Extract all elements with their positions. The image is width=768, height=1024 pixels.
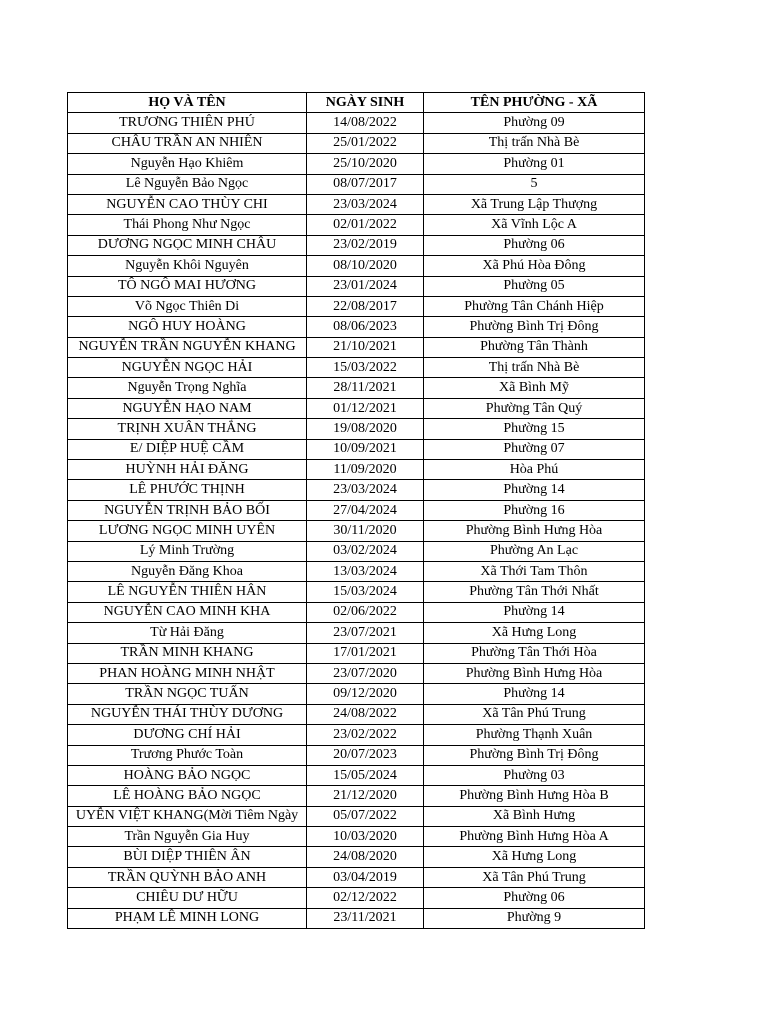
cell-birthdate: 14/08/2022	[307, 113, 424, 133]
cell-ward: Phường 06	[424, 235, 645, 255]
table-row	[68, 194, 645, 214]
cell-name: TRẦN NGỌC TUẤN	[68, 684, 307, 704]
cell-ward: 5	[424, 174, 645, 194]
cell-ward: Phường 14	[424, 684, 645, 704]
cell-name: Lý Minh Trường	[68, 541, 307, 561]
cell-name: TÔ NGÔ MAI HƯƠNG	[68, 276, 307, 296]
cell-name: TRỊNH XUÂN THẮNG	[68, 419, 307, 439]
table-row	[68, 154, 645, 174]
table-row	[68, 602, 645, 622]
cell-name: Từ Hải Đăng	[68, 623, 307, 643]
cell-name: NGUYỄN CAO MINH KHA	[68, 602, 307, 622]
cell-birthdate: 23/11/2021	[307, 908, 424, 928]
cell-name: DƯƠNG CHÍ HẢI	[68, 725, 307, 745]
table-row	[68, 827, 645, 847]
table-row	[68, 133, 645, 153]
table-row	[68, 358, 645, 378]
cell-ward: Xã Hưng Long	[424, 847, 645, 867]
cell-birthdate: 02/01/2022	[307, 215, 424, 235]
cell-ward: Xã Phú Hòa Đông	[424, 256, 645, 276]
cell-name: Võ Ngọc Thiên Di	[68, 296, 307, 316]
table-row	[68, 174, 645, 194]
cell-birthdate: 08/10/2020	[307, 256, 424, 276]
cell-birthdate: 23/01/2024	[307, 276, 424, 296]
header-name: HỌ VÀ TÊN	[68, 93, 307, 113]
cell-name: NGUYỄN HẠO NAM	[68, 398, 307, 418]
cell-name: Nguyễn Trọng Nghĩa	[68, 378, 307, 398]
cell-birthdate: 23/07/2021	[307, 623, 424, 643]
cell-birthdate: 27/04/2024	[307, 500, 424, 520]
table-row	[68, 296, 645, 316]
cell-ward: Phường Tân Quý	[424, 398, 645, 418]
cell-ward: Thị trấn Nhà Bè	[424, 358, 645, 378]
cell-ward: Hòa Phú	[424, 460, 645, 480]
table-row	[68, 704, 645, 724]
table-row	[68, 786, 645, 806]
cell-name: LÊ PHƯỚC THỊNH	[68, 480, 307, 500]
table-row	[68, 480, 645, 500]
cell-birthdate: 24/08/2022	[307, 704, 424, 724]
cell-ward: Xã Trung Lập Thượng	[424, 194, 645, 214]
table-row	[68, 745, 645, 765]
cell-name: TRẦN QUỲNH BẢO ANH	[68, 867, 307, 887]
cell-birthdate: 08/06/2023	[307, 317, 424, 337]
cell-birthdate: 03/04/2019	[307, 867, 424, 887]
table-row	[68, 276, 645, 296]
table-row	[68, 867, 645, 887]
cell-name: BÙI DIỆP THIÊN ÂN	[68, 847, 307, 867]
cell-birthdate: 25/01/2022	[307, 133, 424, 153]
cell-name: NGUYỄN TRẦN NGUYỄN KHANG	[68, 337, 307, 357]
cell-ward: Xã Tân Phú Trung	[424, 867, 645, 887]
cell-birthdate: 28/11/2021	[307, 378, 424, 398]
cell-birthdate: 24/08/2020	[307, 847, 424, 867]
table-row	[68, 684, 645, 704]
cell-ward: Phường 9	[424, 908, 645, 928]
table-row	[68, 582, 645, 602]
cell-ward: Phường 07	[424, 439, 645, 459]
table-row	[68, 398, 645, 418]
table-row	[68, 888, 645, 908]
table-row	[68, 663, 645, 683]
cell-birthdate: 23/03/2024	[307, 194, 424, 214]
cell-birthdate: 09/12/2020	[307, 684, 424, 704]
cell-name: Nguyễn Khôi Nguyên	[68, 256, 307, 276]
cell-ward: Phường Bình Trị Đông	[424, 317, 645, 337]
table-row	[68, 460, 645, 480]
cell-name: HUỲNH HẢI ĐĂNG	[68, 460, 307, 480]
table-row	[68, 521, 645, 541]
table-row	[68, 113, 645, 133]
cell-birthdate: 03/02/2024	[307, 541, 424, 561]
table-row	[68, 908, 645, 928]
cell-name: Thái Phong Như Ngọc	[68, 215, 307, 235]
cell-name: PHAN HOÀNG MINH NHẬT	[68, 663, 307, 683]
cell-name: Lê Nguyễn Bảo Ngọc	[68, 174, 307, 194]
cell-ward: Xã Vĩnh Lộc A	[424, 215, 645, 235]
table-row	[68, 623, 645, 643]
cell-birthdate: 15/03/2022	[307, 358, 424, 378]
cell-birthdate: 30/11/2020	[307, 521, 424, 541]
table-row	[68, 806, 645, 826]
cell-ward: Xã Bình Hưng	[424, 806, 645, 826]
cell-ward: Phường Tân Thành	[424, 337, 645, 357]
table-row	[68, 337, 645, 357]
table-row	[68, 439, 645, 459]
cell-birthdate: 23/02/2019	[307, 235, 424, 255]
table-row	[68, 725, 645, 745]
cell-name: E/ DIỆP HUỆ CẦM	[68, 439, 307, 459]
cell-name: NGUYỄN THÁI THÙY DƯƠNG	[68, 704, 307, 724]
cell-ward: Phường An Lạc	[424, 541, 645, 561]
table-row	[68, 317, 645, 337]
table-row	[68, 500, 645, 520]
cell-ward: Phường Bình Hưng Hòa	[424, 663, 645, 683]
table-row	[68, 378, 645, 398]
cell-name: NGUYỄN CAO THÙY CHI	[68, 194, 307, 214]
cell-ward: Xã Bình Mỹ	[424, 378, 645, 398]
cell-birthdate: 19/08/2020	[307, 419, 424, 439]
cell-name: Trần Nguyễn Gia Huy	[68, 827, 307, 847]
cell-name: CHIÊU DƯ HỮU	[68, 888, 307, 908]
data-table	[67, 92, 645, 929]
cell-ward: Xã Thới Tam Thôn	[424, 561, 645, 581]
cell-birthdate: 02/12/2022	[307, 888, 424, 908]
cell-name: CHÂU TRẦN AN NHIÊN	[68, 133, 307, 153]
cell-name: UYỄN VIỆT KHANG(Mời Tiêm Ngày	[68, 806, 307, 826]
cell-name: Nguyễn Hạo Khiêm	[68, 154, 307, 174]
cell-name: TRẦN MINH KHANG	[68, 643, 307, 663]
cell-birthdate: 15/03/2024	[307, 582, 424, 602]
cell-name: NGUYỄN NGỌC HẢI	[68, 358, 307, 378]
cell-name: LƯƠNG NGỌC MINH UYÊN	[68, 521, 307, 541]
header-ward: TÊN PHƯỜNG - XÃ	[424, 93, 645, 113]
cell-ward: Phường 09	[424, 113, 645, 133]
table-row	[68, 765, 645, 785]
cell-ward: Phường Tân Chánh Hiệp	[424, 296, 645, 316]
cell-name: Nguyễn Đăng Khoa	[68, 561, 307, 581]
cell-birthdate: 22/08/2017	[307, 296, 424, 316]
cell-ward: Phường 06	[424, 888, 645, 908]
cell-birthdate: 23/07/2020	[307, 663, 424, 683]
cell-birthdate: 21/12/2020	[307, 786, 424, 806]
table-row	[68, 541, 645, 561]
cell-birthdate: 25/10/2020	[307, 154, 424, 174]
cell-ward: Thị trấn Nhà Bè	[424, 133, 645, 153]
cell-birthdate: 17/01/2021	[307, 643, 424, 663]
cell-ward: Phường 05	[424, 276, 645, 296]
cell-name: LÊ HOÀNG BẢO NGỌC	[68, 786, 307, 806]
cell-ward: Phường 16	[424, 500, 645, 520]
table-row	[68, 215, 645, 235]
cell-ward: Phường Tân Thới Nhất	[424, 582, 645, 602]
cell-name: TRƯƠNG THIÊN PHÚ	[68, 113, 307, 133]
cell-birthdate: 20/07/2023	[307, 745, 424, 765]
cell-ward: Phường 15	[424, 419, 645, 439]
cell-name: HOÀNG BẢO NGỌC	[68, 765, 307, 785]
cell-birthdate: 23/03/2024	[307, 480, 424, 500]
cell-ward: Phường Tân Thới Hòa	[424, 643, 645, 663]
table-row	[68, 419, 645, 439]
cell-birthdate: 01/12/2021	[307, 398, 424, 418]
cell-name: Trương Phước Toàn	[68, 745, 307, 765]
cell-birthdate: 10/09/2021	[307, 439, 424, 459]
cell-ward: Phường Bình Hưng Hòa B	[424, 786, 645, 806]
cell-birthdate: 10/03/2020	[307, 827, 424, 847]
cell-ward: Xã Hưng Long	[424, 623, 645, 643]
cell-ward: Phường Bình Hưng Hòa A	[424, 827, 645, 847]
table-row	[68, 256, 645, 276]
cell-ward: Phường 03	[424, 765, 645, 785]
cell-ward: Phường 14	[424, 602, 645, 622]
cell-name: PHẠM LÊ MINH LONG	[68, 908, 307, 928]
header-birthdate: NGÀY SINH	[307, 93, 424, 113]
cell-birthdate: 13/03/2024	[307, 561, 424, 581]
cell-ward: Phường Bình Hưng Hòa	[424, 521, 645, 541]
cell-name: NGÔ HUY HOÀNG	[68, 317, 307, 337]
cell-name: DƯƠNG NGỌC MINH CHÂU	[68, 235, 307, 255]
cell-ward: Phường Bình Trị Đông	[424, 745, 645, 765]
cell-name: NGUYỄN TRỊNH BẢO BỐI	[68, 500, 307, 520]
cell-birthdate: 21/10/2021	[307, 337, 424, 357]
table-row	[68, 235, 645, 255]
cell-birthdate: 15/05/2024	[307, 765, 424, 785]
cell-birthdate: 11/09/2020	[307, 460, 424, 480]
cell-ward: Phường Thạnh Xuân	[424, 725, 645, 745]
cell-birthdate: 08/07/2017	[307, 174, 424, 194]
cell-name: LÊ NGUYỄN THIÊN HÂN	[68, 582, 307, 602]
cell-ward: Xã Tân Phú Trung	[424, 704, 645, 724]
table-row	[68, 847, 645, 867]
cell-birthdate: 23/02/2022	[307, 725, 424, 745]
cell-birthdate: 02/06/2022	[307, 602, 424, 622]
table-row	[68, 561, 645, 581]
cell-ward: Phường 14	[424, 480, 645, 500]
table-row	[68, 643, 645, 663]
cell-birthdate: 05/07/2022	[307, 806, 424, 826]
cell-ward: Phường 01	[424, 154, 645, 174]
header-row	[68, 93, 645, 113]
